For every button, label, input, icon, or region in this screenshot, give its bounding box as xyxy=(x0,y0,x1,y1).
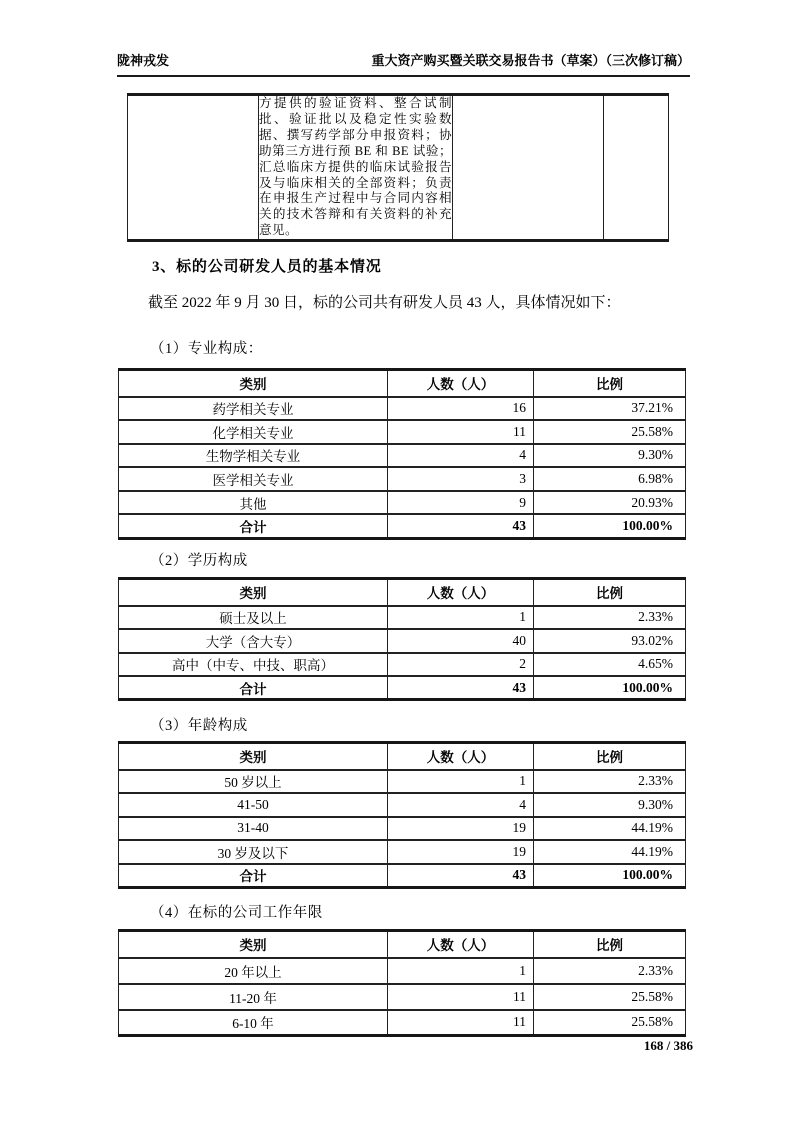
table-row xyxy=(119,958,686,984)
table-header-row xyxy=(119,931,686,958)
table-cell: 3 xyxy=(388,467,534,491)
page-number: 168 / 386 xyxy=(643,1038,693,1053)
table-cell: 1 xyxy=(388,958,534,984)
column-header: 人数（人） xyxy=(388,370,534,397)
table-cell: 硕士及以上 xyxy=(119,606,388,630)
table-cell: 30 岁及以下 xyxy=(119,840,388,864)
intro-paragraph: 截至 2022 年 9 月 30 日，标的公司共有研发人员 43 人，具体情况如下： xyxy=(148,295,621,311)
table-row xyxy=(128,95,669,241)
table-cell: 医学相关专业 xyxy=(119,467,388,491)
table-row xyxy=(119,770,686,794)
table-cell: 1 xyxy=(388,770,534,794)
table-cell: 43 xyxy=(388,514,534,538)
table-cell: 4 xyxy=(388,444,534,468)
table-cell: 20.93% xyxy=(534,491,686,515)
table-caption-education: （2）学历构成 xyxy=(150,553,248,569)
table-cell: 41-50 xyxy=(119,793,388,817)
column-header: 人数（人） xyxy=(388,743,534,770)
table-cell: 9 xyxy=(388,491,534,515)
table-row xyxy=(119,444,686,468)
table-cell: 43 xyxy=(388,864,534,888)
table-row xyxy=(119,984,686,1010)
column-header: 类别 xyxy=(119,931,388,958)
table-education-composition xyxy=(118,577,686,701)
table-cell: 药学相关专业 xyxy=(119,397,388,421)
table-cell: 43 xyxy=(388,676,534,700)
table-row xyxy=(119,467,686,491)
table-cell: 93.02% xyxy=(534,629,686,653)
table-cell: 11-20 年 xyxy=(119,984,388,1010)
table-cell: 合计 xyxy=(119,864,388,888)
page-header xyxy=(117,50,690,69)
table-caption-tenure: （4）在标的公司工作年限 xyxy=(150,905,323,921)
column-header: 类别 xyxy=(119,579,388,606)
section-heading: 3、标的公司研发人员的基本情况 xyxy=(152,259,382,275)
table-header-row xyxy=(119,743,686,770)
table-row xyxy=(119,653,686,677)
table-cell: 2.33% xyxy=(534,770,686,794)
table-cell: 50 岁以上 xyxy=(119,770,388,794)
header-left-text: 陇神戎发 xyxy=(117,53,170,68)
column-header: 类别 xyxy=(119,370,388,397)
table-cell: 44.19% xyxy=(534,817,686,841)
table-cell: 25.58% xyxy=(534,984,686,1010)
table-cell: 25.58% xyxy=(534,420,686,444)
table-cell: 化学相关专业 xyxy=(119,420,388,444)
table-cell: 31-40 xyxy=(119,817,388,841)
table-row xyxy=(119,491,686,515)
table-cell: 2.33% xyxy=(534,958,686,984)
table-cell xyxy=(453,95,604,241)
table-cell: 44.19% xyxy=(534,840,686,864)
table-cell-duty-text: 方提供的验证资料、整合试制批、验证批以及稳定性实验数据、撰写药学部分申报资料；协助第三方进行预 BE 和 BE 试验；汇总临床方提供的临床试验报告及与临床相关的全部资料；负责在申报生产过程中与合同内容相关的技术答辩和有关资料的补充意见。 xyxy=(259,95,453,241)
table-cell: 6-10 年 xyxy=(119,1010,388,1036)
table-cell: 生物学相关专业 xyxy=(119,444,388,468)
table-cell: 合计 xyxy=(119,514,388,538)
table-cell: 大学（含大专） xyxy=(119,629,388,653)
header-rule xyxy=(117,75,690,77)
table-cell xyxy=(604,95,669,241)
table-total-row xyxy=(119,676,686,700)
table-row xyxy=(119,793,686,817)
table-cell: 9.30% xyxy=(534,793,686,817)
table-header-row xyxy=(119,370,686,397)
table-cell: 合计 xyxy=(119,676,388,700)
table-cell: 9.30% xyxy=(534,444,686,468)
continued-table-fragment xyxy=(127,93,669,242)
table-cell: 2 xyxy=(388,653,534,677)
table-row xyxy=(119,420,686,444)
column-header: 比例 xyxy=(534,931,686,958)
table-cell: 100.00% xyxy=(534,514,686,538)
table-caption-profession: （1）专业构成： xyxy=(150,341,263,357)
table-header-row xyxy=(119,579,686,606)
table-cell xyxy=(128,95,259,241)
table-cell: 6.98% xyxy=(534,467,686,491)
table-row xyxy=(119,840,686,864)
table-cell: 11 xyxy=(388,1010,534,1036)
table-row xyxy=(119,397,686,421)
table-cell: 4.65% xyxy=(534,653,686,677)
table-total-row xyxy=(119,864,686,888)
table-total-row xyxy=(119,514,686,538)
column-header: 比例 xyxy=(534,579,686,606)
table-cell: 100.00% xyxy=(534,864,686,888)
column-header: 比例 xyxy=(534,743,686,770)
table-cell: 19 xyxy=(388,817,534,841)
table-cell: 11 xyxy=(388,420,534,444)
table-cell: 19 xyxy=(388,840,534,864)
table-tenure-composition xyxy=(118,929,686,1037)
table-cell: 16 xyxy=(388,397,534,421)
table-cell: 20 年以上 xyxy=(119,958,388,984)
table-row xyxy=(119,1010,686,1036)
table-cell: 4 xyxy=(388,793,534,817)
column-header: 人数（人） xyxy=(388,579,534,606)
table-row xyxy=(119,606,686,630)
table-age-composition xyxy=(118,741,686,889)
table-cell: 高中（中专、中技、职高） xyxy=(119,653,388,677)
table-cell: 40 xyxy=(388,629,534,653)
table-caption-age: （3）年龄构成 xyxy=(150,718,248,734)
table-cell: 1 xyxy=(388,606,534,630)
table-cell: 25.58% xyxy=(534,1010,686,1036)
column-header: 类别 xyxy=(119,743,388,770)
header-right-text: 重大资产购买暨关联交易报告书（草案）（三次修订稿） xyxy=(371,53,690,68)
table-profession-composition xyxy=(118,368,686,540)
table-row xyxy=(119,817,686,841)
table-cell: 100.00% xyxy=(534,676,686,700)
column-header: 比例 xyxy=(534,370,686,397)
column-header: 人数（人） xyxy=(388,931,534,958)
table-cell: 2.33% xyxy=(534,606,686,630)
table-row xyxy=(119,629,686,653)
table-cell: 37.21% xyxy=(534,397,686,421)
table-cell: 其他 xyxy=(119,491,388,515)
table-cell: 11 xyxy=(388,984,534,1010)
